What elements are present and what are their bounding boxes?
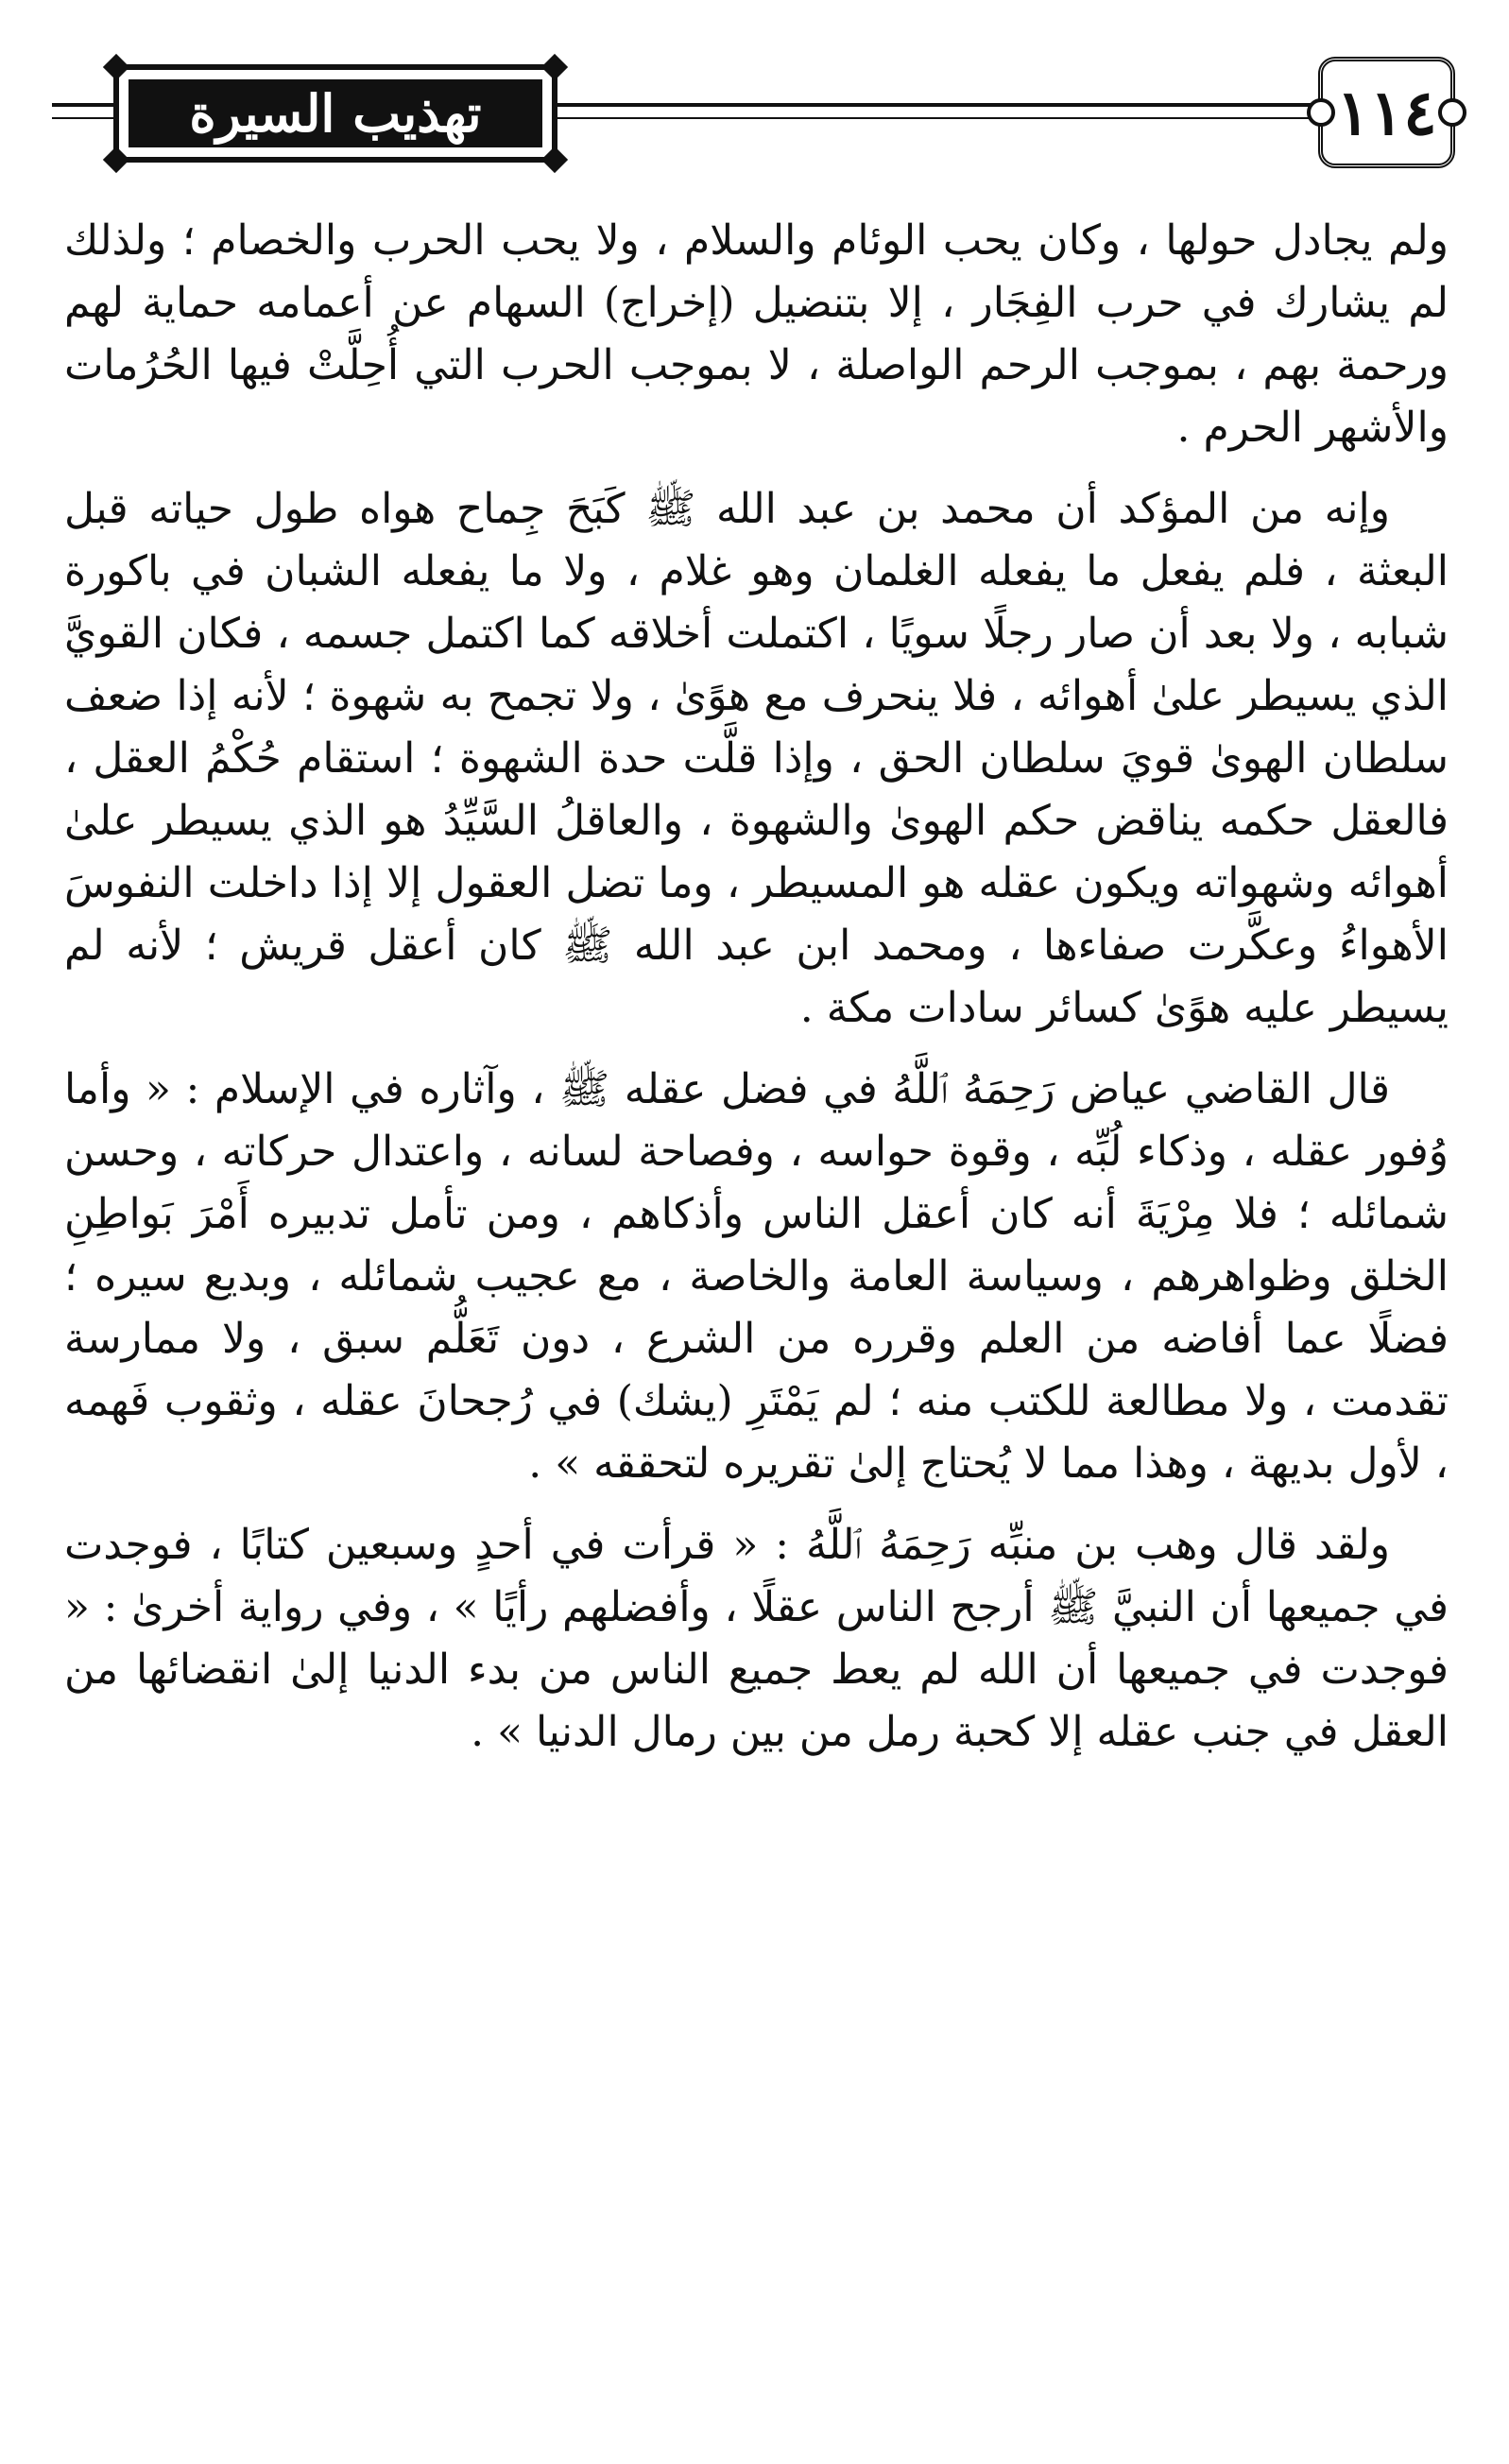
ornament-corner-icon xyxy=(541,146,568,173)
paragraph-4: ولقد قال وهب بن منبِّه رَحِمَهُ ٱللَّهُ : « قرأت في أحدٍ وسبعين كتابًا ، فوجدت في جميعها أن النبيَّ ﷺ أرجح الناس عقلًا ، وأفضلهم رأيًا » ، وفي رواية أخرىٰ : « فوجدت في جميعها أن الله لم يعط جميع الناس من بدء الدنيا إلىٰ انقضائها من العقل في جنب عقله إلا كحبة رمل من بين رمال الدنيا » . xyxy=(64,1521,1449,1756)
page-number-frame xyxy=(1318,57,1455,168)
ornament-corner-icon xyxy=(103,54,129,80)
ornament-corner-icon xyxy=(103,146,129,173)
paragraph-2: وإنه من المؤكد أن محمد بن عبد الله ﷺ كَبَحَ جِماح هواه طول حياته قبل البعثة ، فلم يفعل ما يفعله الغلمان وهو غلام ، ولا ما يفعله الشبان في باكورة شبابه ، ولا بعد أن صار رجلًا سويًا ، اكتملت أخلاقه كما اكتمل جسمه ، فكان القويَّ الذي يسيطر علىٰ أهوائه ، فلا ينحرف مع هوًىٰ ، ولا تجمح به شهوة ؛ لأنه إذا ضعف سلطان الهوىٰ قويَ سلطان الحق ، وإذا قلَّت حدة الشهوة ؛ استقام حُكْمُ العقل ، فالعقل حكمه يناقض حكم الهوىٰ والشهوة ، والعاقلُ السَّيِّدُ هو الذي يسيطر علىٰ أهوائه وشهواته ويكون عقله هو المسيطر ، وما تضل العقول إلا إذا داخلت النفوسَ الأهواءُ وعكَّرت صفاءها ، ومحمد ابن عبد الله ﷺ كان أعقل قريش ؛ لأنه لم يسيطر عليه هوًىٰ كسائر سادات مكة . xyxy=(64,485,1449,1032)
paragraph-1: ولم يجادل حولها ، وكان يحب الوئام والسلام ، ولا يحب الحرب والخصام ؛ ولذلك لم يشارك في حرب الفِجَار ، إلا بتنضيل (إخراج) السهام عن أعمامه حماية لهم ورحمة بهم ، بموجب الرحم الواصلة ، لا بموجب الحرب التي أُحِلَّتْ فيها الحُرُمات والأشهر الحرم . xyxy=(64,216,1449,452)
paragraph-3: قال القاضي عياض رَحِمَهُ ٱللَّهُ في فضل عقله ﷺ ، وآثاره في الإسلام : « وأما وُفور عقله ، وذكاء لُبِّه ، وقوة حواسه ، وفصاحة لسانه ، واعتدال حركاته ، وحسن شمائله ؛ فلا مِرْيَةَ أنه كان أعقل الناس وأذكاهم ، ومن تأمل تدبيره أَمْرَ بَواطِنِ الخلق وظواهرهم ، وسياسة العامة والخاصة ، مع عجيب شمائله ، وبديع سيره ؛ فضلًا عما أفاضه من العلم وقرره من الشرع ، دون تَعَلُّم سبق ، ولا ممارسة تقدمت ، ولا مطالعة للكتب منه ؛ لم يَمْتَرِ (يشك) في رُجحانَ عقله ، وثقوب فَهمه ، لأول بديهة ، وهذا مما لا يُحتاج إلىٰ تقريره لتحققه » . xyxy=(64,1065,1449,1488)
ornament-corner-icon xyxy=(541,54,568,80)
page-header xyxy=(52,57,1455,170)
page-body xyxy=(64,210,1449,1764)
book-title-cartouche xyxy=(113,64,557,163)
page-number: ١١٤ xyxy=(1336,76,1437,149)
book-title: تهذيب السيرة xyxy=(189,83,482,144)
